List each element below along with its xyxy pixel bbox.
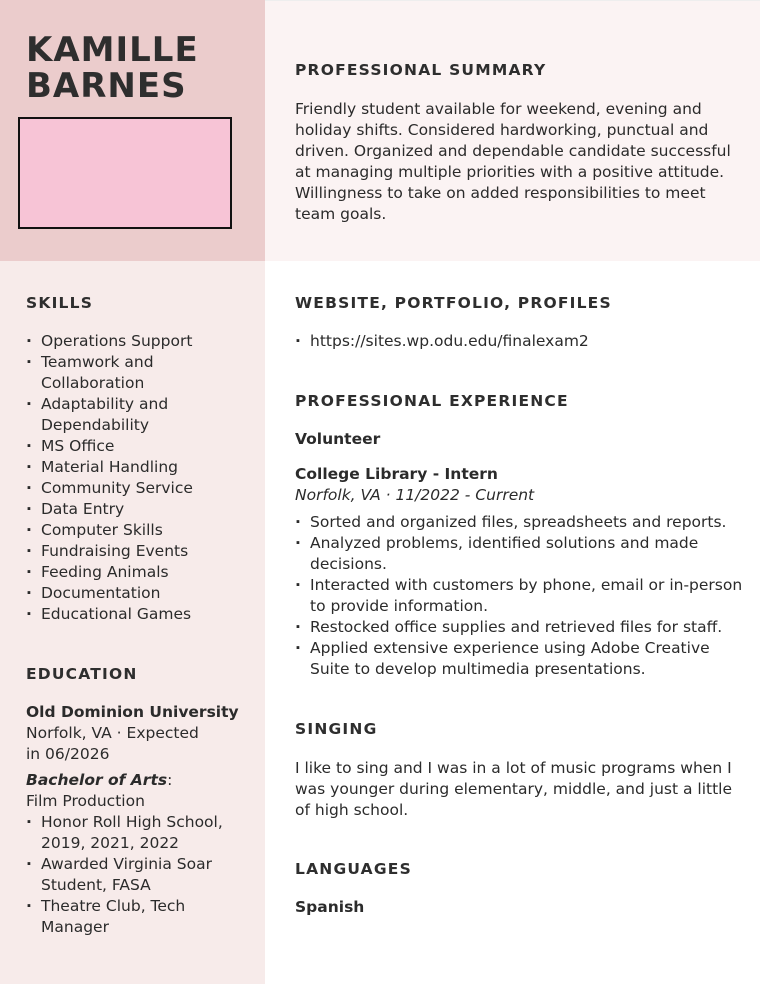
website-link[interactable]: · https://sites.wp.odu.edu/finalexam2 <box>295 331 745 352</box>
singing-text: I like to sing and I was in a lot of music programs when I was younger during elementary, middle, and just a little of high school. <box>295 759 733 819</box>
list-item: · Analyzed problems, identified solutions and made decisions. <box>295 533 745 575</box>
list-item: · Educational Games <box>26 604 226 625</box>
list-item: · Material Handling <box>26 457 226 478</box>
skills-section <box>26 293 246 625</box>
list-item: · Community Service <box>26 478 226 499</box>
last-name: BARNES <box>26 66 187 106</box>
list-item: · MS Office <box>26 436 226 457</box>
list-item: · Honor Roll High School, 2019, 2021, 2022 <box>26 812 226 854</box>
education-heading: EDUCATION <box>26 665 138 683</box>
websites-heading: WEBSITE, PORTFOLIO, PROFILES <box>295 294 612 312</box>
list-item: · Documentation <box>26 583 226 604</box>
experience-heading: PROFESSIONAL EXPERIENCE <box>295 392 569 410</box>
language-item: Spanish <box>295 898 365 916</box>
list-item: · Fundraising Events <box>26 541 226 562</box>
skills-heading: SKILLS <box>26 294 94 312</box>
school-name: Old Dominion University <box>26 703 239 721</box>
job-title: College Library - Intern <box>295 465 498 483</box>
list-item: · Operations Support <box>26 331 226 352</box>
list-item: · Feeding Animals <box>26 562 226 583</box>
list-item: · Interacted with customers by phone, email or in-person to provide information. <box>295 575 745 617</box>
summary-text: Friendly student available for weekend, evening and holiday shifts. Considered hardworking, punctual and driven. Organized and dependable candidate successful at managing multiple priorities with a positive attitude. Willingness to take on added responsibilities to meet team goals. <box>295 100 731 223</box>
degree-field: : Film Production <box>26 771 173 810</box>
education-section <box>26 664 246 938</box>
languages-heading: LANGUAGES <box>295 860 412 878</box>
experience-category: Volunteer <box>295 430 381 448</box>
experience-section <box>295 391 745 680</box>
list-item: · Theatre Club, Tech Manager <box>26 896 226 938</box>
candidate-name <box>26 32 199 104</box>
summary-heading: PROFESSIONAL SUMMARY <box>295 61 547 79</box>
websites-list <box>295 331 745 352</box>
list-item: · Teamwork and Collaboration <box>26 352 226 394</box>
list-item: · Computer Skills <box>26 520 226 541</box>
singing-heading: SINGING <box>295 720 378 738</box>
list-item: · Restocked office supplies and retrieved files for staff. <box>295 617 745 638</box>
degree-line <box>26 770 206 812</box>
singing-section <box>295 719 745 821</box>
list-item: · Sorted and organized files, spreadsheets and reports. <box>295 512 745 533</box>
websites-section <box>295 293 745 352</box>
photo-placeholder <box>18 117 232 229</box>
skills-list <box>26 331 226 625</box>
list-item: · Applied extensive experience using Adobe Creative Suite to develop multimedia presentations. <box>295 638 745 680</box>
job-meta: Norfolk, VA · 11/2022 - Current <box>295 486 535 504</box>
list-item: · Data Entry <box>26 499 226 520</box>
first-name: KAMILLE <box>26 30 199 70</box>
list-item: · Awarded Virginia Soar Student, FASA <box>26 854 226 896</box>
summary-section <box>295 60 745 225</box>
degree-name: Bachelor of Arts <box>26 771 168 789</box>
experience-list <box>295 512 745 680</box>
list-item: · Adaptability and Dependability <box>26 394 226 436</box>
education-list <box>26 812 226 938</box>
school-location: Norfolk, VA · Expected in 06/2026 <box>26 724 199 763</box>
languages-section <box>295 859 745 918</box>
